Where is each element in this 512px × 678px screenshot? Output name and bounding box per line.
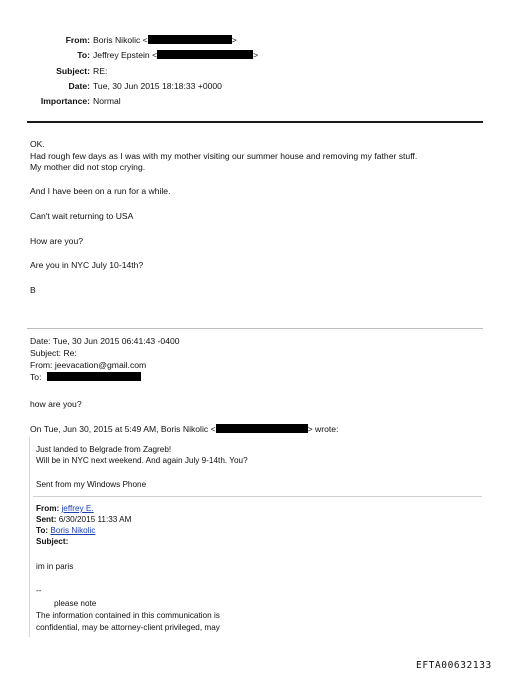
- quoted-block: [29, 437, 484, 637]
- importance-label: Importance:: [40, 96, 90, 106]
- quoted-from-label: From:: [36, 504, 60, 513]
- to-close: >: [253, 50, 259, 60]
- bates-number: EFTA00632133: [416, 660, 492, 671]
- reply-to-label: To:: [30, 372, 42, 382]
- reply-to: [30, 372, 141, 383]
- body-line: Are you in NYC July 10-14th?: [30, 260, 144, 270]
- quoted-sent-label: Sent:: [36, 515, 57, 524]
- quoted-line: Just landed to Belgrade from Zagreb!: [36, 445, 172, 454]
- header-divider: [27, 121, 483, 123]
- to-name: Jeffrey Epstein <: [93, 50, 158, 60]
- to-value: [93, 50, 258, 61]
- quoted-note: please note: [54, 599, 97, 608]
- quoted-disclaimer: confidential, may be attorney-client privileged, may: [36, 623, 220, 632]
- redaction-bar: [148, 35, 232, 44]
- quoted-subject-label: Subject:: [36, 537, 69, 546]
- quoted-body: im in paris: [36, 562, 74, 571]
- reply-date: Date: Tue, 30 Jun 2015 06:41:43 -0400: [30, 336, 180, 346]
- quoted-line: Will be in NYC next weekend. And again July 9-14th. You?: [36, 456, 248, 465]
- body-line: My mother did not stop crying.: [30, 162, 146, 172]
- redaction-bar: [216, 424, 308, 433]
- date-label: Date:: [68, 81, 90, 91]
- quoted-sent: [36, 514, 131, 525]
- reply-divider: [27, 328, 483, 329]
- quoted-to-label: To:: [36, 526, 49, 535]
- reply-from: From: jeevacation@gmail.com: [30, 360, 147, 370]
- quoted-dashes: --: [36, 586, 42, 595]
- header-to-row: [0, 50, 512, 62]
- subject-label: Subject:: [56, 66, 90, 76]
- body-line: How are you?: [30, 236, 84, 246]
- header-importance-row: [0, 96, 512, 108]
- redaction-bar: [157, 50, 253, 59]
- body-line: And I have been on a run for a while.: [30, 186, 171, 196]
- wrote-prefix: On Tue, Jun 30, 2015 at 5:49 AM, Boris Nikolic <: [30, 424, 216, 434]
- body-line: Had rough few days as I was with my mother visiting our summer house and removing my father stuff.: [30, 151, 418, 161]
- reply-subject: Subject: Re:: [30, 348, 77, 358]
- date-value: Tue, 30 Jun 2015 18:18:33 +0000: [93, 81, 222, 91]
- from-value: [93, 35, 237, 46]
- header-date-row: [0, 81, 512, 93]
- wrote-line: [30, 424, 338, 435]
- quoted-from-link[interactable]: jeffrey E.: [61, 504, 94, 513]
- to-label: To:: [77, 50, 90, 60]
- quoted-to-link[interactable]: Boris Nikolic: [50, 526, 96, 535]
- reply-body: how are you?: [30, 399, 82, 409]
- signature-initial: B: [30, 285, 36, 295]
- quoted-sent-value: 6/30/2015 11:33 AM: [58, 515, 132, 524]
- quoted-from: [36, 503, 94, 514]
- importance-value: Normal: [93, 96, 121, 106]
- from-name: Boris Nikolic <: [93, 35, 148, 45]
- quoted-to: [36, 525, 95, 536]
- redaction-bar: [47, 372, 141, 381]
- body-line: Can't wait returning to USA: [30, 211, 134, 221]
- quoted-divider: [33, 496, 482, 497]
- quoted-signature: Sent from my Windows Phone: [36, 480, 147, 489]
- from-close: >: [231, 35, 237, 45]
- subject-value: RE:: [93, 66, 108, 76]
- header-from-row: [0, 35, 512, 47]
- wrote-suffix: > wrote:: [307, 424, 339, 434]
- quoted-disclaimer: The information contained in this communication is: [36, 611, 220, 620]
- header-subject-row: [0, 66, 512, 78]
- body-line: OK.: [30, 139, 45, 149]
- from-label: From:: [65, 35, 90, 45]
